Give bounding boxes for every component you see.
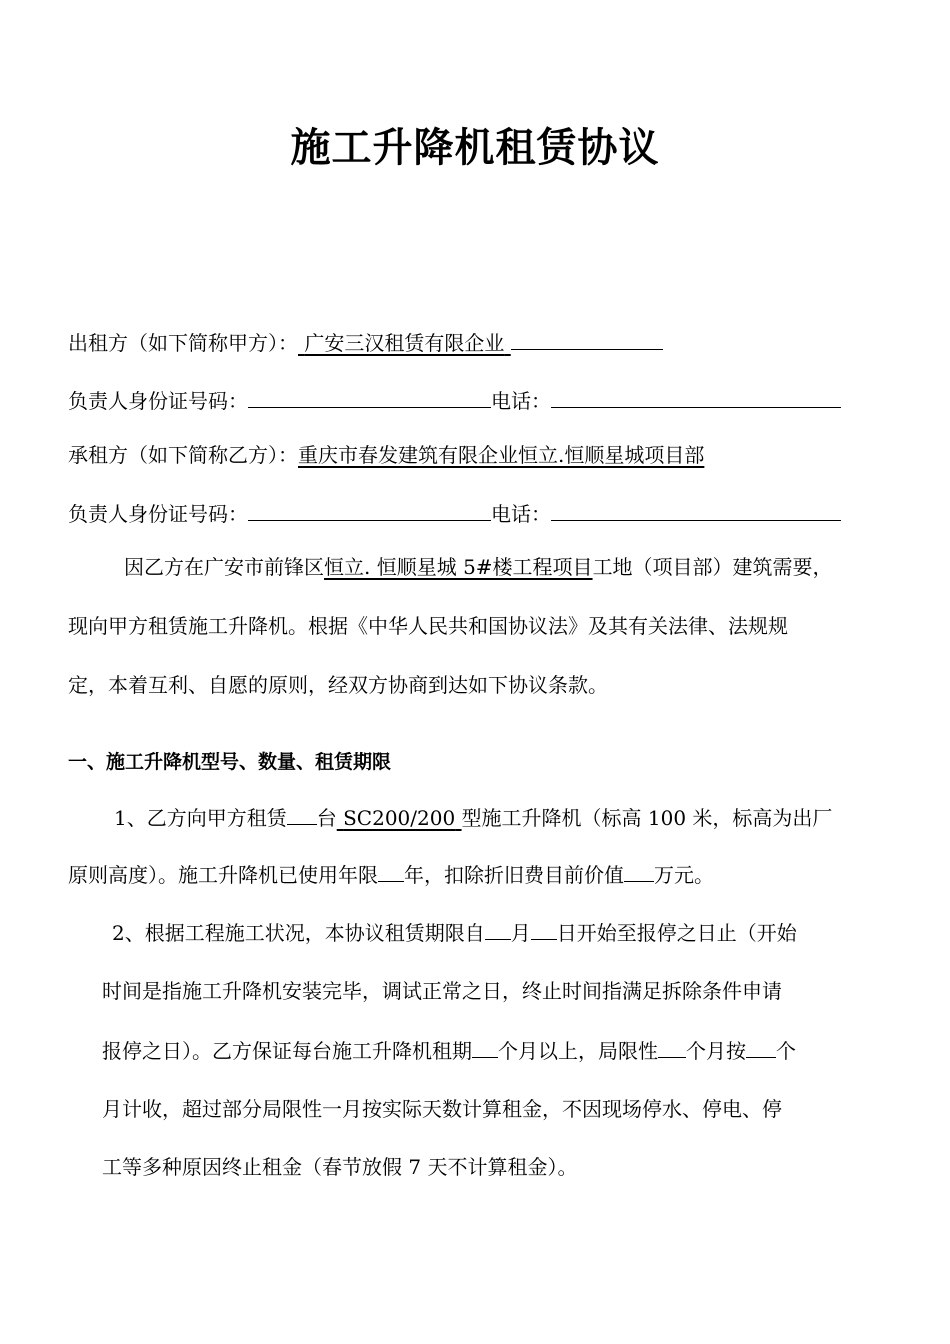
item-2-line-4: 月计收，超过部分局限性一月按实际天数计算租金，不因现场停水、停电、停 [102,1097,782,1121]
model-number: SC200/200 [343,806,456,830]
lessor-id-blank [248,385,491,408]
lessee-contact-line [68,498,841,529]
lessor-phone-blank [551,385,841,408]
item-1-line-1: 1、乙方向甲方租赁 台 SC200/200 型施工升降机（标高 100 米，标高为出厂 [114,802,832,833]
lessor-label: 出租方（如下简称甲方）： [68,331,298,355]
intro-line-2: 现向甲方租赁施工升降机。根据《中华人民共和国协议法》及其有关法律、法规规 [68,614,788,638]
lessee-id-label: 负责人身份证号码： [68,502,248,526]
value-blank [624,859,654,882]
project-name: 恒立. 恒顺星城 5#楼工程项目 [324,555,593,579]
lessor-line [68,327,663,358]
lessee-id-blank [248,498,491,521]
lessee-phone-blank [551,498,841,521]
lessor-id-label: 负责人身份证号码： [68,389,248,413]
lessee-name: 重庆市春发建筑有限企业恒立.恒顺星城项目部 [298,443,705,467]
item-2-line-3: 报停之日）。乙方保证每台施工升降机租期 个月以上，局限性 个月按 个 [102,1035,796,1066]
partial-months-blank [658,1035,686,1058]
lessor-name: 广安三汉租赁有限企业 [304,331,505,355]
intro-line-3: 定，本着互利、自愿的原则，经双方协商到达如下协议条款。 [68,673,608,697]
lessor-phone-label: 电话： [491,389,551,413]
start-day-blank [531,917,557,940]
document-title: 施工升降机租赁协议 [290,124,660,171]
quantity-blank [287,802,317,825]
lessor-contact-line [68,385,841,416]
min-months-blank [472,1035,498,1058]
item-2-line-1: 2、根据工程施工状况，本协议租赁期限自 月 日开始至报停之日止（开始 [112,917,797,948]
item-1-line-2: 原则高度）。施工升降机已使用年限 年，扣除折旧费目前价值 万元。 [68,859,714,890]
intro-line-1: 因乙方在广安市前锋区恒立. 恒顺星城 5#楼工程项目工地（项目部）建筑需要， [124,555,833,579]
start-month-blank [485,917,511,940]
lessee-label: 承租方（如下简称乙方）： [68,443,298,467]
lessee-phone-label: 电话： [491,502,551,526]
item-2-line-5: 工等多种原因终止租金（春节放假 7 天不计算租金）。 [102,1155,578,1179]
billing-months-blank [746,1035,776,1058]
lessor-name-fill-blank [511,327,663,350]
lessee-line [68,440,704,470]
years-used-blank [378,859,404,882]
item-2-line-2: 时间是指施工升降机安装完毕，调试正常之日，终止时间指满足拆除条件申请 [102,979,782,1003]
section-1-heading: 一、施工升降机型号、数量、租赁期限 [68,751,392,773]
